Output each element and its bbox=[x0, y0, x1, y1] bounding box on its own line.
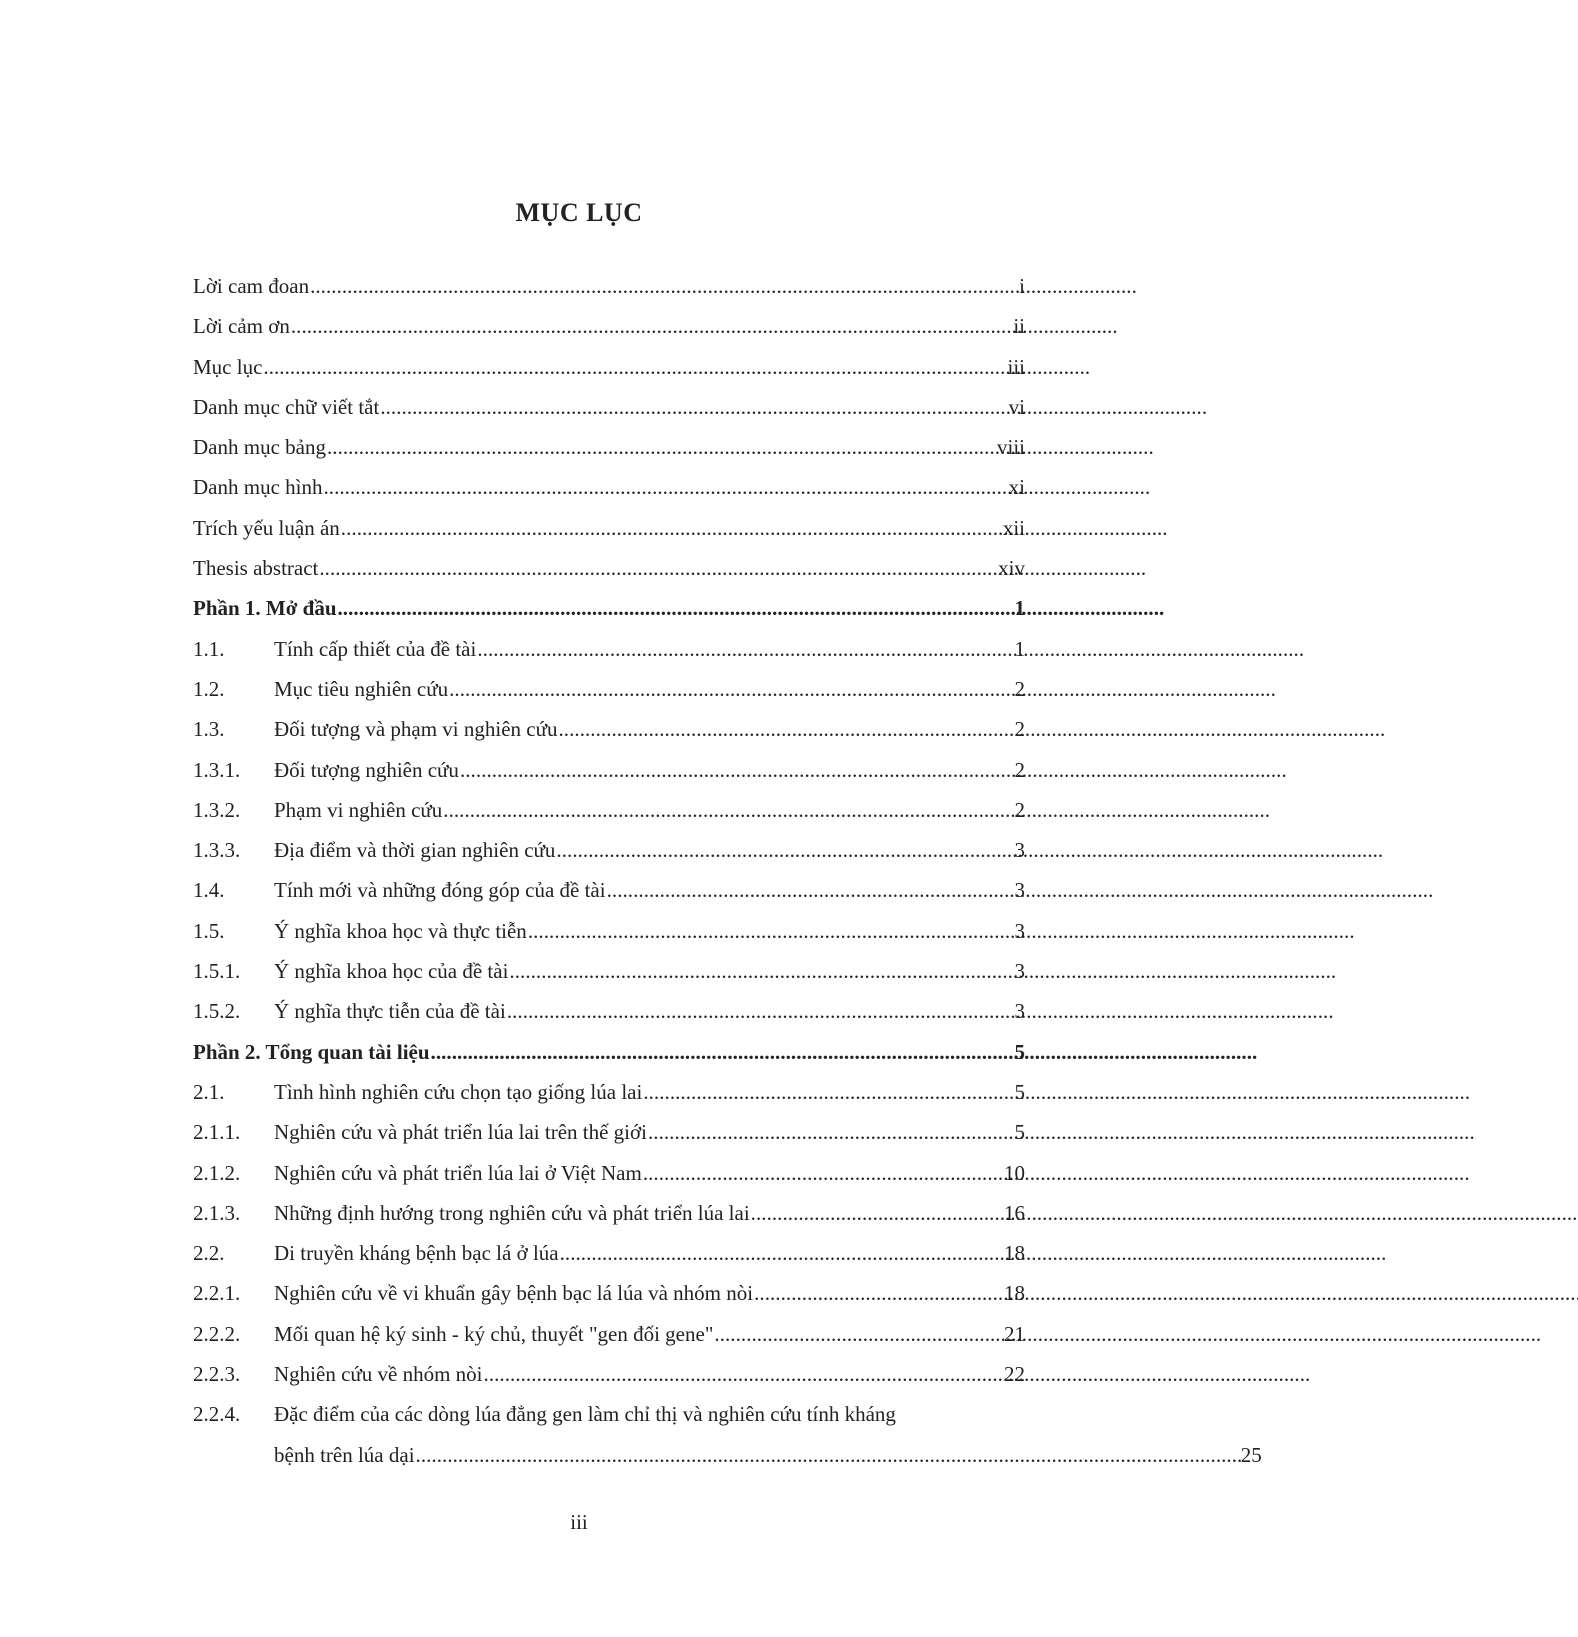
toc-entry-number: 2.1. bbox=[193, 1079, 225, 1104]
toc-entry-page: xii bbox=[1002, 515, 1025, 540]
dot-leader bbox=[327, 427, 996, 467]
toc-entry[interactable] bbox=[193, 1072, 1025, 1112]
dot-leader bbox=[449, 669, 1013, 709]
toc-entry-label-line2: bệnh trên lúa dại bbox=[274, 1442, 415, 1467]
toc-entry-label: Tính mới và những đóng góp của đề tài bbox=[274, 878, 606, 903]
dot-leader bbox=[310, 266, 1018, 306]
toc-entry-page: 18 bbox=[1004, 1281, 1025, 1306]
toc-entry-label: Mục tiêu nghiên cứu bbox=[274, 676, 449, 701]
toc-entry-page: 3 bbox=[1014, 838, 1025, 863]
toc-entry[interactable] bbox=[193, 669, 1025, 709]
toc-entry-label: Phần 2. Tổng quan tài liệu bbox=[193, 1039, 430, 1064]
toc-entry[interactable] bbox=[193, 911, 1025, 951]
toc-entry-label: Mối quan hệ ký sinh - ký chủ, thuyết "gen đối gene" bbox=[274, 1321, 714, 1346]
toc-entry-label: Di truyền kháng bệnh bạc lá ở lúa bbox=[274, 1241, 559, 1266]
dot-leader bbox=[607, 870, 1014, 910]
toc-entry-number: 1.1. bbox=[193, 636, 225, 661]
toc-entry-label: Đối tượng và phạm vi nghiên cứu bbox=[274, 717, 558, 742]
toc-entry-label: Nghiên cứu về nhóm nòi bbox=[274, 1362, 483, 1387]
toc-entry[interactable] bbox=[193, 991, 1025, 1031]
dot-leader bbox=[416, 1435, 1240, 1475]
dot-leader bbox=[291, 306, 1012, 346]
toc-entry-label: Mục lục bbox=[193, 354, 263, 379]
toc-entries bbox=[193, 266, 1025, 1394]
dot-leader bbox=[319, 548, 997, 588]
toc-entry-page: viii bbox=[996, 435, 1025, 460]
toc-entry[interactable] bbox=[193, 306, 1025, 346]
toc-entry-label: Danh mục bảng bbox=[193, 435, 326, 460]
toc-entry-number: 1.4. bbox=[193, 878, 225, 903]
toc-entry-label: Danh mục hình bbox=[193, 475, 323, 500]
toc-entry-label: Nghiên cứu và phát triển lúa lai ở Việt Nam bbox=[274, 1160, 642, 1185]
toc-entry-page: 3 bbox=[1014, 999, 1025, 1024]
toc-entry-page: 1 bbox=[1014, 596, 1025, 621]
toc-entry-label: Đối tượng nghiên cứu bbox=[274, 757, 459, 782]
toc-entry-number: 1.5.2. bbox=[193, 999, 241, 1024]
toc-entry-number: 1.3.2. bbox=[193, 797, 241, 822]
dot-leader bbox=[751, 1193, 1003, 1233]
toc-entry[interactable] bbox=[193, 347, 1025, 387]
toc-entry-page: iii bbox=[1007, 354, 1025, 379]
toc-entry-label: Danh mục chữ viết tắt bbox=[193, 394, 380, 419]
toc-entry-label: Lời cam đoan bbox=[193, 274, 310, 298]
dot-leader bbox=[509, 951, 1013, 991]
toc-entry[interactable] bbox=[193, 951, 1025, 991]
toc-entry-number: 2.2. bbox=[193, 1241, 225, 1266]
toc-section-heading[interactable] bbox=[193, 588, 1025, 628]
dot-leader bbox=[443, 790, 1013, 830]
toc-entry-page: 16 bbox=[1004, 1200, 1025, 1225]
toc-entry-label: Ý nghĩa khoa học và thực tiễn bbox=[274, 918, 527, 943]
toc-entry-label: Nghiên cứu và phát triển lúa lai trên thế giới bbox=[274, 1120, 647, 1145]
table-of-contents bbox=[193, 266, 1262, 1475]
toc-entry-label: Ý nghĩa khoa học của đề tài bbox=[274, 959, 509, 984]
toc-entry-label: Những định hướng trong nghiên cứu và phát triển lúa lai bbox=[274, 1200, 750, 1225]
toc-entry-label: Lời cảm ơn bbox=[193, 314, 290, 339]
dot-leader bbox=[380, 387, 1007, 427]
toc-entry-label-line1: Đặc điểm của các dòng lúa đẳng gen làm chỉ thị và nghiên cứu tính kháng bbox=[274, 1402, 896, 1427]
dot-leader bbox=[560, 1233, 1003, 1273]
toc-entry-label: Ý nghĩa thực tiễn của đề tài bbox=[274, 999, 506, 1024]
toc-entry-number: 2.2.3. bbox=[193, 1362, 241, 1387]
dot-leader bbox=[460, 750, 1014, 790]
toc-entry-2-2-4[interactable] bbox=[193, 1394, 1262, 1475]
toc-entry-page: 1 bbox=[1014, 636, 1025, 661]
toc-entry-label: Thesis abstract bbox=[193, 556, 319, 581]
dot-leader bbox=[484, 1354, 1003, 1394]
toc-entry-page: 2 bbox=[1014, 676, 1025, 701]
page-title: MỤC LỤC bbox=[515, 198, 643, 227]
toc-entry-page: xiv bbox=[998, 556, 1025, 581]
toc-entry-number: 2.1.3. bbox=[193, 1200, 241, 1225]
toc-entry-label: Trích yếu luận án bbox=[193, 515, 340, 540]
toc-entry[interactable] bbox=[193, 467, 1025, 507]
toc-entry[interactable] bbox=[193, 427, 1025, 467]
toc-entry-page: 5 bbox=[1014, 1039, 1025, 1064]
toc-entry-label: Tình hình nghiên cứu chọn tạo giống lúa lai bbox=[274, 1079, 643, 1104]
toc-entry[interactable] bbox=[193, 709, 1025, 749]
toc-entry-page: 5 bbox=[1014, 1120, 1025, 1145]
dot-leader bbox=[643, 1153, 1003, 1193]
toc-entry[interactable] bbox=[193, 1273, 1025, 1313]
toc-entry-number: 2.2.4. bbox=[193, 1402, 241, 1427]
toc-entry[interactable] bbox=[193, 387, 1025, 427]
dot-leader bbox=[507, 991, 1014, 1031]
toc-entry-page: vi bbox=[1008, 394, 1025, 419]
toc-entry-label: Nghiên cứu về vi khuẩn gây bệnh bạc lá lúa và nhóm nòi bbox=[274, 1281, 754, 1306]
toc-entry-page: 22 bbox=[1004, 1362, 1025, 1387]
toc-entry[interactable] bbox=[193, 870, 1025, 910]
toc-entry[interactable] bbox=[193, 1233, 1025, 1273]
toc-section-heading[interactable] bbox=[193, 1032, 1025, 1072]
toc-entry-number: 1.5. bbox=[193, 918, 225, 943]
toc-entry[interactable] bbox=[193, 1153, 1025, 1193]
toc-entry-number: 1.3.3. bbox=[193, 838, 241, 863]
toc-entry-page: 2 bbox=[1014, 717, 1025, 742]
toc-entry-number: 1.3.1. bbox=[193, 757, 241, 782]
toc-entry[interactable] bbox=[193, 1354, 1025, 1394]
dot-leader bbox=[477, 629, 1013, 669]
dot-leader bbox=[648, 1112, 1014, 1152]
toc-entry[interactable] bbox=[193, 548, 1025, 588]
toc-entry-number: 2.2.1. bbox=[193, 1281, 241, 1306]
toc-entry-number: 2.2.2. bbox=[193, 1321, 241, 1346]
toc-entry-page: 5 bbox=[1014, 1079, 1025, 1104]
dot-leader bbox=[643, 1072, 1013, 1112]
toc-entry-number: 2.1.2. bbox=[193, 1160, 241, 1185]
toc-entry[interactable] bbox=[193, 508, 1025, 548]
toc-entry-page: 21 bbox=[1004, 1321, 1025, 1346]
toc-entry[interactable] bbox=[193, 629, 1025, 669]
toc-entry-page: 3 bbox=[1014, 959, 1025, 984]
toc-entry-number: 1.3. bbox=[193, 717, 225, 742]
dot-leader bbox=[714, 1314, 1003, 1354]
toc-entry[interactable] bbox=[193, 1193, 1025, 1233]
toc-entry-page: 3 bbox=[1014, 878, 1025, 903]
toc-entry[interactable] bbox=[193, 1314, 1025, 1354]
toc-entry-number: 2.1.1. bbox=[193, 1120, 241, 1145]
toc-entry-label: Tính cấp thiết của đề tài bbox=[274, 636, 477, 661]
toc-entry-number: 1.5.1. bbox=[193, 959, 241, 984]
toc-entry[interactable] bbox=[193, 1112, 1025, 1152]
dot-leader bbox=[431, 1032, 1014, 1072]
toc-entry-label: Địa điểm và thời gian nghiên cứu bbox=[274, 838, 556, 863]
dot-leader bbox=[341, 508, 1002, 548]
dot-leader bbox=[263, 347, 1006, 387]
toc-entry-page: 18 bbox=[1004, 1241, 1025, 1266]
dot-leader bbox=[556, 830, 1013, 870]
toc-entry[interactable] bbox=[193, 830, 1025, 870]
toc-entry-page: ii bbox=[1013, 314, 1025, 339]
toc-entry[interactable] bbox=[193, 750, 1025, 790]
dot-leader bbox=[338, 588, 1014, 628]
dot-leader bbox=[754, 1273, 1003, 1313]
toc-entry-page: xi bbox=[1008, 475, 1025, 500]
toc-entry-page: 2 bbox=[1014, 797, 1025, 822]
toc-entry-label: Phạm vi nghiên cứu bbox=[274, 797, 443, 822]
toc-entry-page: 25 bbox=[1240, 1442, 1262, 1467]
toc-entry-page: 2 bbox=[1014, 757, 1025, 782]
toc-entry-label: Phần 1. Mở đầu bbox=[193, 596, 337, 621]
dot-leader bbox=[559, 709, 1014, 749]
toc-entry[interactable] bbox=[193, 790, 1025, 830]
dot-leader bbox=[528, 911, 1014, 951]
toc-entry-number: 1.2. bbox=[193, 676, 225, 701]
toc-entry-page: 3 bbox=[1014, 918, 1025, 943]
toc-entry-page: 10 bbox=[1004, 1160, 1025, 1185]
toc-entry-page: i bbox=[1019, 274, 1025, 298]
dot-leader bbox=[323, 467, 1007, 507]
page-number-footer: iii bbox=[570, 1510, 588, 1534]
toc-entry[interactable] bbox=[193, 266, 1025, 306]
